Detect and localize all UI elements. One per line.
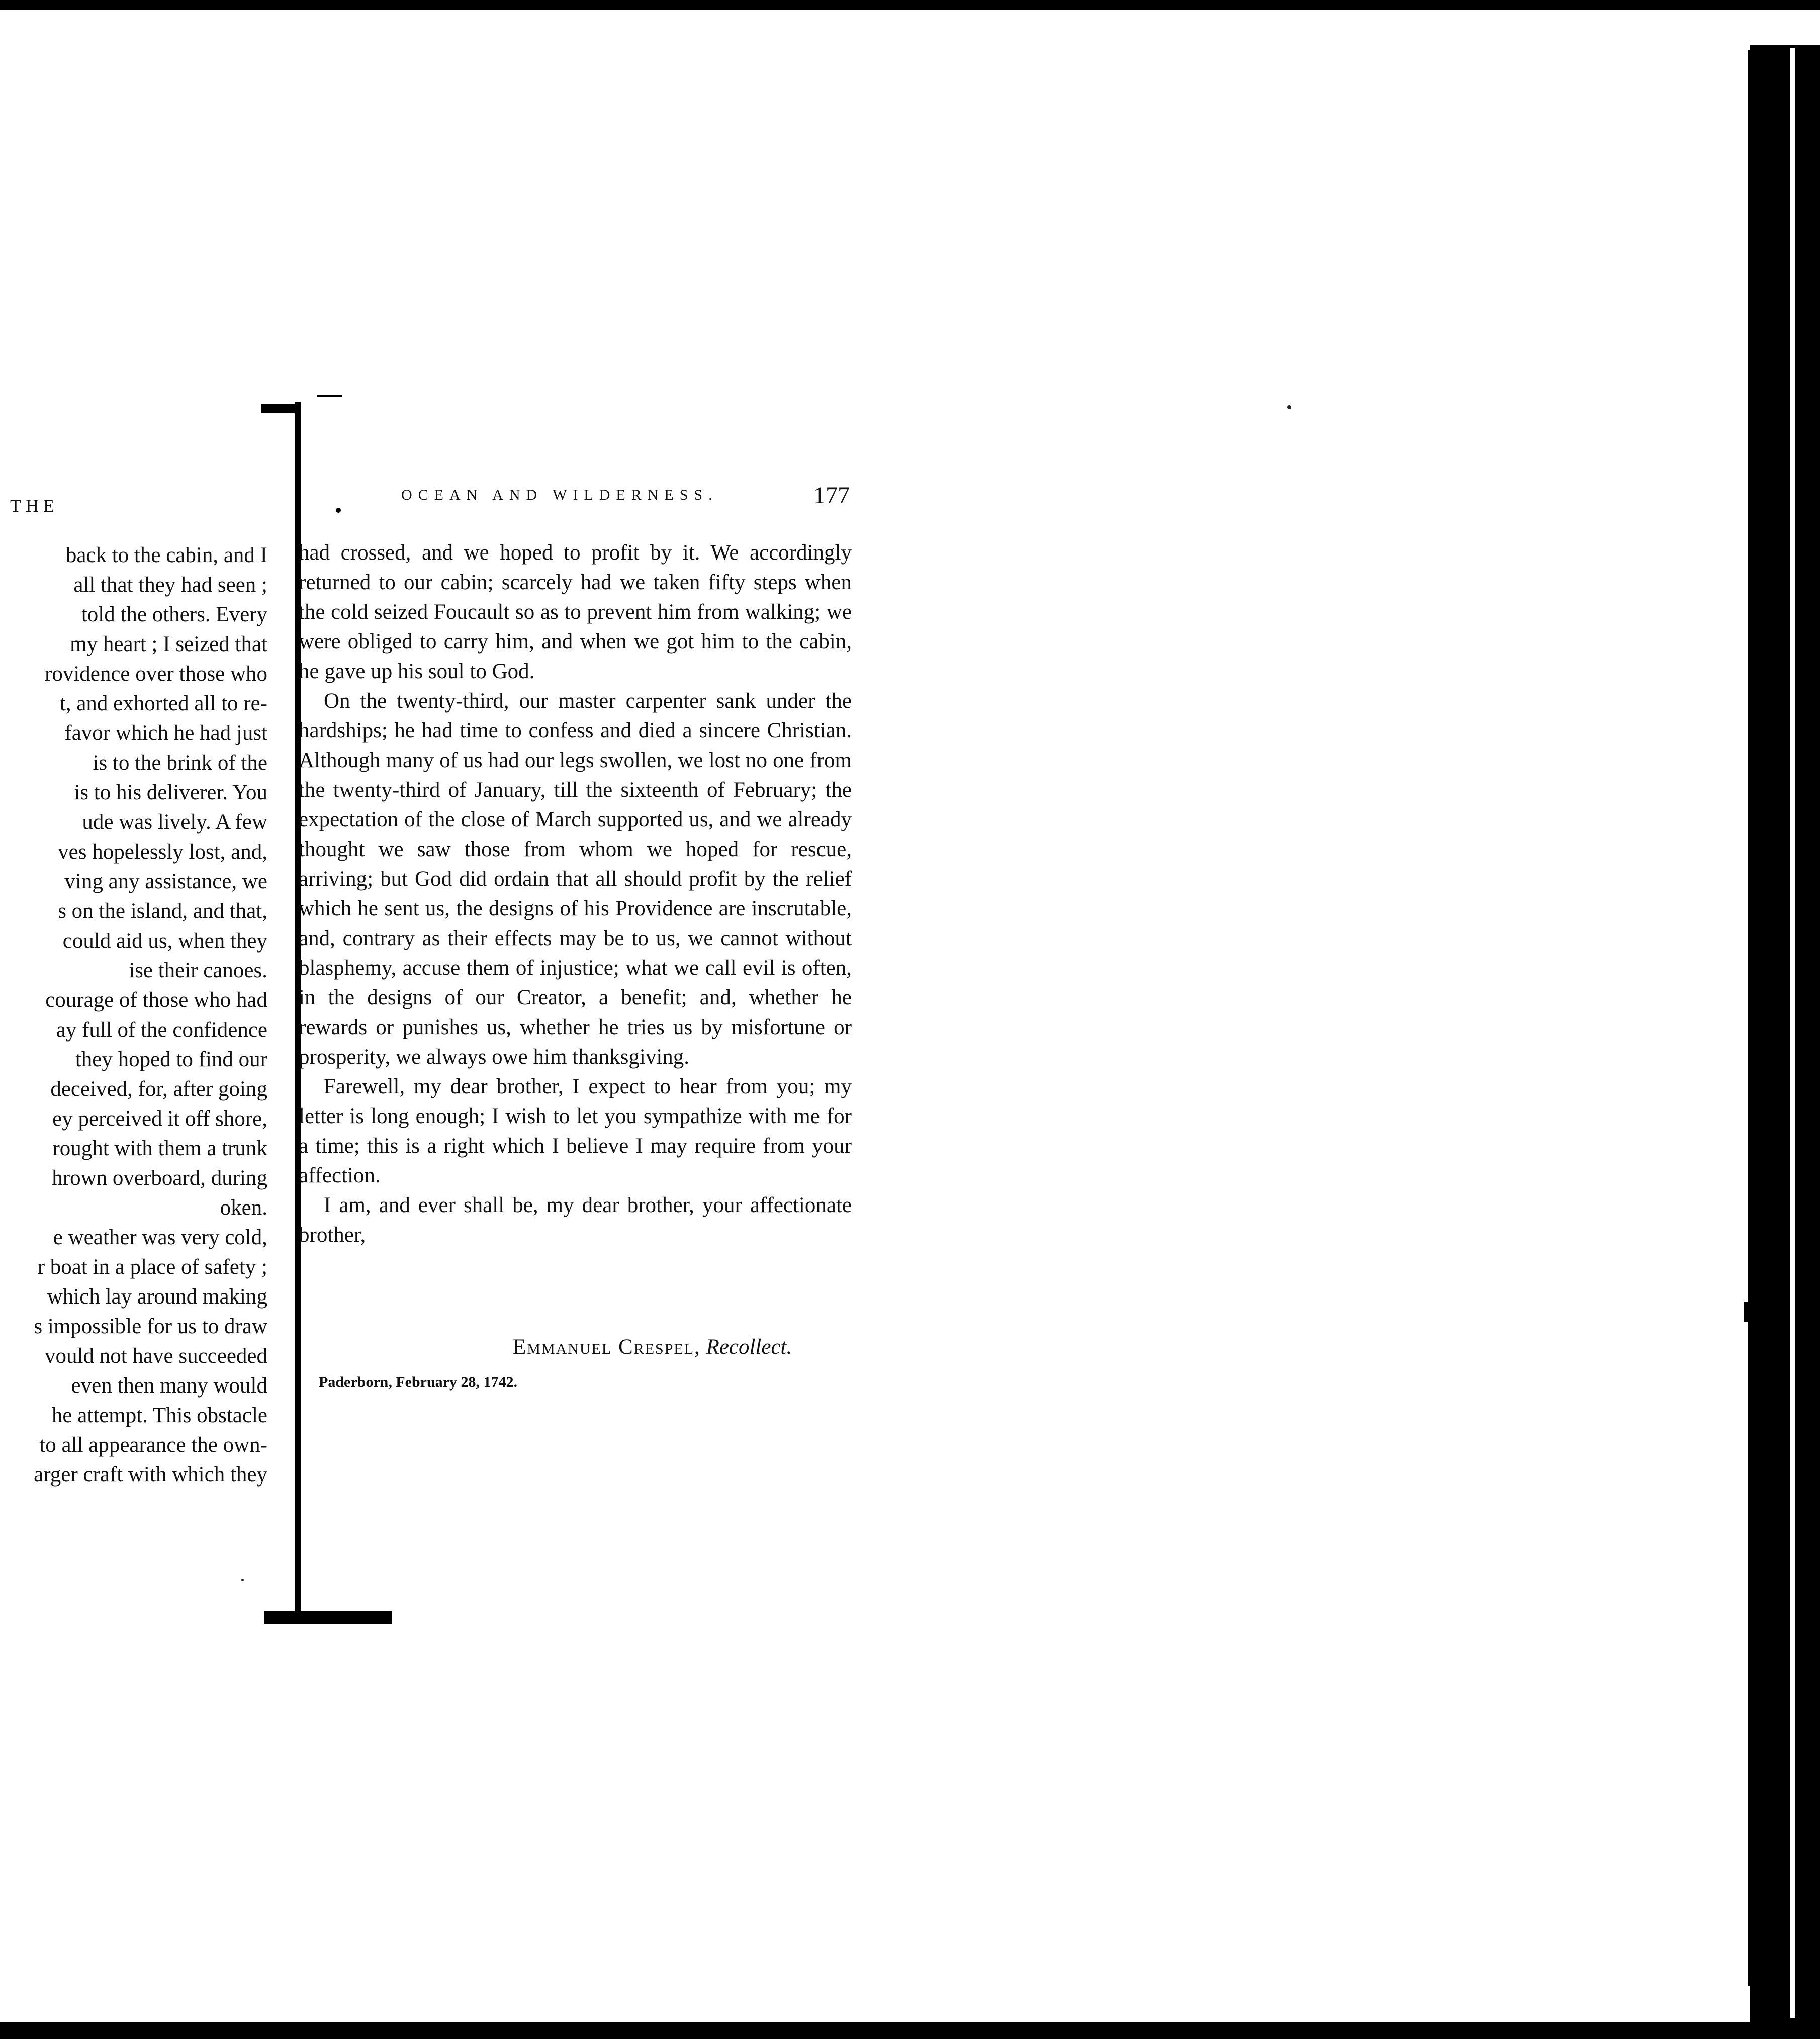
left-page-line: ay full of the confidence — [56, 1018, 267, 1042]
left-page-line: is to his deliverer. You — [74, 781, 267, 804]
left-page-line: s impossible for us to draw — [34, 1315, 267, 1338]
left-page-line: oken. — [220, 1196, 267, 1220]
left-page-line: could aid us, when they — [62, 929, 267, 953]
left-page-line: vould not have succeeded — [45, 1344, 267, 1368]
gutter-foot — [264, 1611, 392, 1624]
left-page-line: e weather was very cold, — [53, 1226, 267, 1249]
signature-title: Recollect. — [706, 1335, 792, 1359]
left-running-head: THE — [10, 496, 59, 516]
left-page-line: ude was lively. A few — [82, 810, 267, 834]
left-page-line: told the others. Every — [81, 603, 267, 626]
paragraph: had crossed, and we hoped to profit by it. We accordingly returned to our cabin; scarcely had we taken fifty steps when the cold seized Foucault so as to prevent him from walking; we were obliged to carry him, and when we got him to the cabin, he gave up his soul to God. — [299, 541, 852, 683]
left-page-line: all that they had seen ; — [73, 573, 267, 597]
left-page-line: he attempt. This obstacle — [51, 1404, 267, 1427]
paragraph: Farewell, my dear brother, I expect to hear from you; my letter is long enough; I wish to let you sympathize with me for a time; this is a right which I believe I may require from your affection. — [299, 1075, 852, 1187]
left-page-line: arger craft with which they — [34, 1463, 267, 1487]
left-page-line: hrown overboard, during — [52, 1166, 267, 1190]
page-number: 177 — [813, 482, 850, 509]
scan-border-gap — [1790, 48, 1795, 2018]
left-page-line: deceived, for, after going — [50, 1077, 267, 1101]
scan-border-right — [1750, 45, 1820, 2022]
left-page-line: my heart ; I seized that — [70, 632, 267, 656]
left-page-line: they hoped to find our — [75, 1048, 267, 1071]
left-page-line: ise their canoes. — [129, 959, 267, 982]
speck-mark — [1287, 405, 1291, 409]
left-page-line: rovidence over those who — [45, 662, 267, 686]
scan-border-top — [0, 0, 1820, 10]
left-page-line: r boat in a place of safety ; — [37, 1255, 267, 1279]
speck-mark — [241, 1579, 244, 1581]
paragraph: On the twenty-third, our master carpenter sank under the hardships; he had time to confess and died a sincere Christian. Although many of us had our legs swollen, we lost no one from the twenty-third of January, till the sixteenth of February; the expectation of the close of March supported us, and we already thought we saw those from whom we hoped for rescue, arriving; but God did ordain that all should profit by the relief which he sent us, the designs of his Providence are inscrutable, and, contrary as their effects may be to us, we cannot without blasphemy, accuse them of injustice; what we call evil is often, in the designs of our Creator, a benefit; and, whether he rewards or punishes us, whether he tries us by misfortune or prosperity, we always owe him thanksgiving. — [299, 689, 852, 1069]
scan-border-bottom — [0, 2022, 1820, 2039]
paragraph: I am, and ever shall be, my dear brother, your affectionate brother, — [299, 1193, 852, 1247]
signature — [513, 1335, 792, 1359]
gutter-cap — [261, 404, 297, 413]
left-page-line: courage of those who had — [45, 988, 267, 1012]
speck-mark — [336, 508, 341, 513]
dateline: Paderborn, February 28, 1742. — [319, 1374, 517, 1391]
left-page-line: ey perceived it off shore, — [52, 1107, 267, 1131]
edge-mark — [1744, 1302, 1753, 1322]
left-page-line: ves hopelessly lost, and, — [58, 840, 267, 864]
left-page-text — [0, 540, 271, 1496]
body-text — [299, 538, 852, 1250]
left-page-line: back to the cabin, and I — [65, 543, 267, 567]
left-page-line: ving any assistance, we — [64, 870, 267, 893]
page-edge — [1736, 50, 1751, 1986]
left-page-line: favor which he had just — [64, 721, 267, 745]
left-page-line: even then many would — [71, 1374, 267, 1398]
left-page-line: s on the island, and that, — [58, 899, 267, 923]
running-head: OCEAN AND WILDERNESS. — [401, 487, 718, 503]
left-page-line: to all appearance the own- — [39, 1433, 267, 1457]
left-page-line: is to the brink of the — [93, 751, 267, 775]
left-page-line: which lay around making — [47, 1285, 267, 1309]
signature-name: Emmanuel Crespel, — [513, 1335, 701, 1359]
left-page-line: rought with them a trunk — [52, 1137, 267, 1160]
left-page-line: t, and exhorted all to re- — [59, 692, 267, 715]
